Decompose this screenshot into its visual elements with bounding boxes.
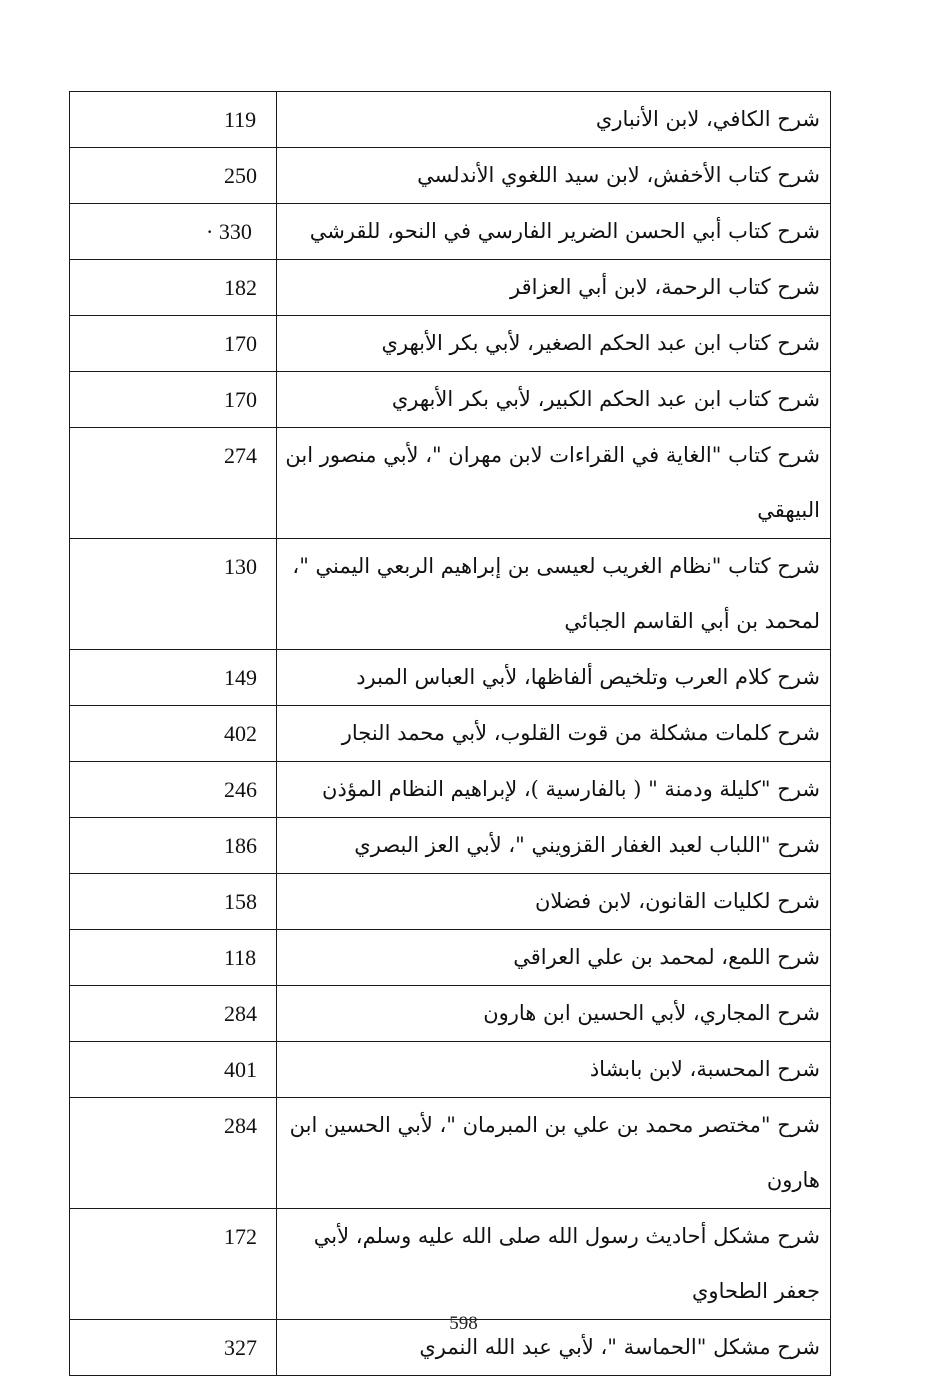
entry-page-cell — [70, 1209, 277, 1320]
entry-page-cell — [70, 818, 277, 874]
page-number: 598 — [449, 1313, 478, 1334]
entry-title: شرح مشكل أحاديث رسول الله صلى الله عليه وسلم، لأبي جعفر الطحاوي — [277, 1209, 831, 1320]
entry-page-cell — [70, 762, 277, 818]
entry-title: شرح كتاب الرحمة، لابن أبي العزاقر — [277, 260, 831, 316]
table-row — [70, 762, 831, 818]
table-row — [70, 260, 831, 316]
table-row — [70, 1209, 831, 1320]
entry-page: 172 — [224, 1224, 257, 1249]
entry-page: 170 — [224, 387, 257, 412]
table-row — [70, 539, 831, 650]
entry-page-cell — [70, 706, 277, 762]
entry-page: 250 — [224, 163, 257, 188]
entry-page: 130 — [224, 554, 257, 579]
entry-page-cell — [70, 874, 277, 930]
entry-title: شرح كتاب الأخفش، لابن سيد اللغوي الأندلسي — [277, 148, 831, 204]
entry-page: 118 — [224, 945, 257, 970]
entry-page-cell — [70, 428, 277, 539]
entry-title: شرح "اللباب لعبد الغفار القزويني "، لأبي العز البصري — [277, 818, 831, 874]
entry-title: شرح "مختصر محمد بن علي بن المبرمان "، لأبي الحسين ابن هارون — [277, 1098, 831, 1209]
entry-title: شرح كلمات مشكلة من قوت القلوب، لأبي محمد النجار — [277, 706, 831, 762]
entry-title: شرح المحسبة، لابن بابشاذ — [277, 1042, 831, 1098]
table-row — [70, 874, 831, 930]
entry-title: شرح المجاري، لأبي الحسين ابن هارون — [277, 986, 831, 1042]
table-row — [70, 316, 831, 372]
entry-page: 401 — [224, 1057, 257, 1082]
entry-page-cell — [70, 539, 277, 650]
entry-page: 186 — [224, 833, 257, 858]
entry-page: 284 — [224, 1113, 257, 1138]
entry-page: 274 — [224, 443, 257, 468]
table-row — [70, 428, 831, 539]
entry-page: 246 — [224, 777, 257, 802]
entry-title: شرح كتاب "نظام الغريب لعيسى بن إبراهيم الربعي اليمني "، لمحمد بن أبي القاسم الجبائي — [277, 539, 831, 650]
entry-title: شرح "كليلة ودمنة " ( بالفارسية )، لإبراهيم النظام المؤذن — [277, 762, 831, 818]
entry-page-cell — [70, 986, 277, 1042]
entry-page: · 330 — [206, 219, 252, 244]
entry-title: شرح كتاب "الغاية في القراءات لابن مهران "، لأبي منصور ابن البيهقي — [277, 428, 831, 539]
table-row — [70, 204, 831, 260]
entry-title: شرح الكافي، لابن الأنباري — [277, 92, 831, 148]
table-row — [70, 372, 831, 428]
entry-page-cell — [70, 1042, 277, 1098]
entry-page: 119 — [224, 107, 257, 132]
entry-title: شرح كتاب ابن عبد الحكم الصغير، لأبي بكر الأبهري — [277, 316, 831, 372]
entry-title: شرح كتاب ابن عبد الحكم الكبير، لأبي بكر الأبهري — [277, 372, 831, 428]
index-table — [69, 91, 831, 1376]
table-row — [70, 92, 831, 148]
table-row — [70, 1098, 831, 1209]
entry-page-cell — [70, 650, 277, 706]
entry-page: 149 — [224, 665, 257, 690]
entry-page: 284 — [224, 1001, 257, 1026]
entry-page: 170 — [224, 331, 257, 356]
table-row — [70, 818, 831, 874]
entry-page: 182 — [224, 275, 257, 300]
entry-page-cell — [70, 316, 277, 372]
entry-page-cell — [70, 930, 277, 986]
table-row — [70, 650, 831, 706]
entry-title: شرح كلام العرب وتلخيص ألفاظها، لأبي العباس المبرد — [277, 650, 831, 706]
entry-page-cell — [70, 372, 277, 428]
entry-page-cell — [70, 92, 277, 148]
entry-title: شرح اللمع، لمحمد بن علي العراقي — [277, 930, 831, 986]
entry-page-cell — [70, 204, 277, 260]
table-row — [70, 706, 831, 762]
entry-title: شرح كتاب أبي الحسن الضرير الفارسي في النحو، للقرشي — [277, 204, 831, 260]
entry-page: 158 — [224, 889, 257, 914]
entry-page: 402 — [224, 721, 257, 746]
table-row — [70, 148, 831, 204]
table-row — [70, 930, 831, 986]
entry-page-cell — [70, 1098, 277, 1209]
entry-page: 327 — [224, 1335, 257, 1360]
entry-page-cell — [70, 148, 277, 204]
entry-title: شرح لكليات القانون، لابن فضلان — [277, 874, 831, 930]
table-row — [70, 1042, 831, 1098]
entry-page-cell — [70, 260, 277, 316]
entry-title: شرح مشكل "الحماسة "، لأبي عبد الله النمري — [277, 1320, 831, 1376]
table-row — [70, 986, 831, 1042]
